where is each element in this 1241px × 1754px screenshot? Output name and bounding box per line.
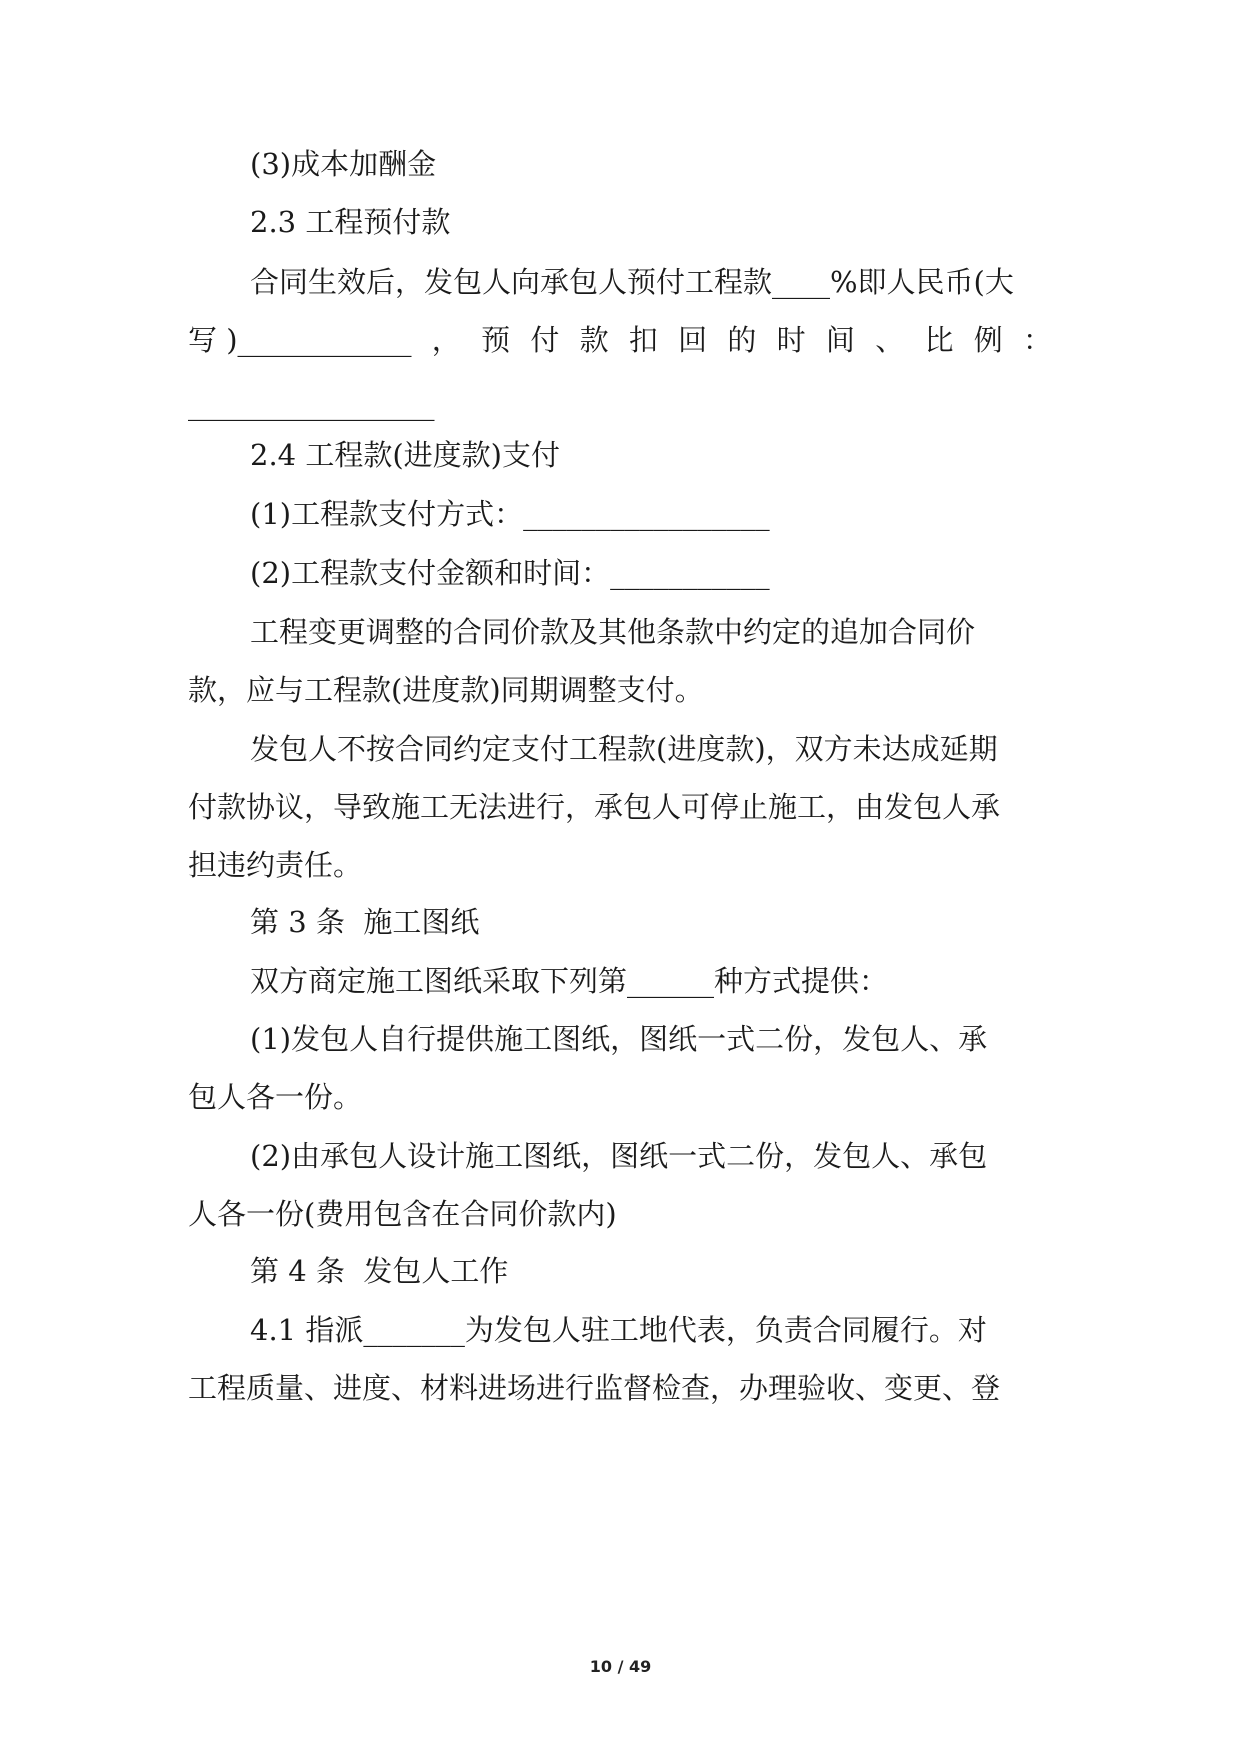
section-heading: 2.4 工程款(进度款)支付 — [250, 438, 560, 472]
justified-segment: 比 — [924, 323, 954, 357]
justified-segment: 的 — [727, 323, 757, 357]
paragraph-line: 发包人不按合同约定支付工程款(进度款)，双方未达成延期 — [250, 732, 998, 766]
paragraph-line: 工程变更调整的合同价款及其他条款中约定的追加合同价 — [250, 615, 976, 649]
article-heading: 第 3 条 施工图纸 — [250, 905, 480, 939]
justified-segment: 例 — [973, 323, 1003, 357]
blank-fill-line: _________________ — [188, 387, 435, 421]
paragraph-line: (1)发包人自行提供施工图纸，图纸一式二份，发包人、承 — [250, 1022, 988, 1056]
justified-segment: 款 — [579, 323, 609, 357]
justified-segment: 付 — [530, 323, 560, 357]
justified-segment: 预 — [481, 323, 511, 357]
paragraph-line: 4.1 指派_______为发包人驻工地代表，负责合同履行。对 — [250, 1313, 987, 1347]
justified-segment: 回 — [678, 323, 708, 357]
section-heading: 2.3 工程预付款 — [250, 205, 451, 239]
paragraph-line: 双方商定施工图纸采取下列第______种方式提供： — [250, 964, 889, 998]
justified-segment: 扣 — [628, 323, 658, 357]
justified-line — [188, 320, 1052, 360]
paragraph-line: 包人各一份。 — [188, 1080, 363, 1114]
justified-segment: 间 — [825, 323, 855, 357]
justified-segment: 时 — [776, 323, 806, 357]
article-heading: 第 4 条 发包人工作 — [250, 1254, 509, 1288]
justified-segment: 、 — [875, 323, 905, 357]
paragraph-line: (1)工程款支付方式：_________________ — [250, 497, 770, 531]
paragraph-line: 合同生效后，发包人向承包人预付工程款____%即人民币(大 — [250, 265, 1014, 299]
paragraph-line: 款，应与工程款(进度款)同期调整支付。 — [188, 673, 704, 707]
justified-segment: 写 )____________ — [188, 323, 412, 357]
page-number: 10 / 49 — [589, 1657, 652, 1676]
paragraph-line: (3)成本加酬金 — [250, 147, 437, 181]
paragraph-line: 工程质量、进度、材料进场进行监督检查，办理验收、变更、登 — [188, 1371, 1001, 1405]
paragraph-line: 付款协议，导致施工无法进行，承包人可停止施工，由发包人承 — [188, 790, 1001, 824]
paragraph-line: 人各一份(费用包含在合同价款内) — [188, 1197, 617, 1231]
paragraph-line: (2)由承包人设计施工图纸，图纸一式二份，发包人、承包 — [250, 1139, 988, 1173]
justified-segment: ： — [1022, 323, 1052, 357]
paragraph-line: 担违约责任。 — [188, 848, 363, 882]
justified-segment: ， — [431, 323, 461, 357]
paragraph-line: (2)工程款支付金额和时间：___________ — [250, 556, 770, 590]
